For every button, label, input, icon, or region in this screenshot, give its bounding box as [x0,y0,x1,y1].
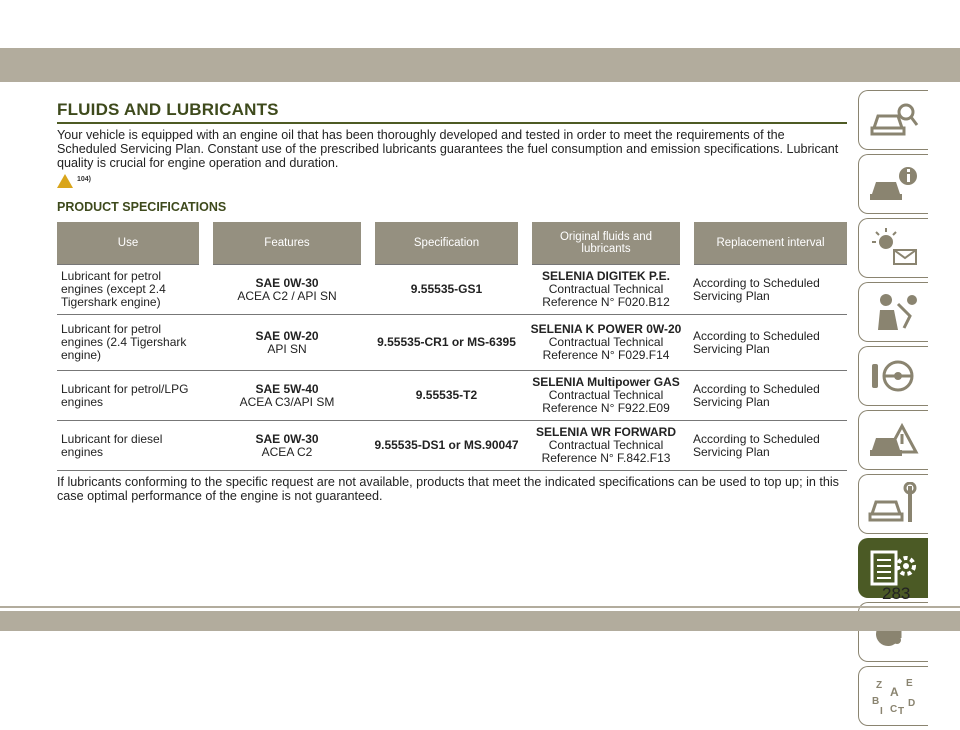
viscosity-grade: SAE 5W-40 [255,381,319,396]
product-reference: Contractual Technical Reference N° F029.F14 [542,335,670,362]
index-letter: Z [875,680,882,691]
tab-getting-to-know[interactable] [858,90,928,150]
warning-ref: 104) [77,176,92,183]
cell-features [206,371,368,421]
viscosity-grade: SAE 0W-30 [255,431,319,446]
cell-features [206,315,368,371]
col-header-specification: Specification [368,222,525,265]
product-reference: Contractual Technical Reference N° F922.E09 [542,388,670,415]
maintenance-icon [868,482,920,526]
viscosity-grade: SAE 0W-20 [255,328,319,343]
tab-safety[interactable] [858,282,928,342]
spec-code: 9.55535-T2 [415,388,478,402]
specs-table [57,222,847,471]
tab-emergency[interactable] [858,410,928,470]
section-subtitle: PRODUCT SPECIFICATIONS [57,200,227,214]
bottom-rule [0,606,960,608]
tab-index[interactable] [858,666,928,726]
table-row [57,315,847,371]
intro-text: Your vehicle is equipped with an engine oil that has been thoroughly developed and tested in order to meet the requirements of the Scheduled Servicing Plan. Constant use of the prescribed lubricants guarantees the fuel consumption and emission specifications. Lubricant quality is crucial for engine operation and duration. [57,128,839,170]
safety-icon [868,290,920,334]
tab-servicing[interactable] [858,474,928,534]
product-name: SELENIA Multipower GAS [532,375,680,389]
tab-starting-driving[interactable] [858,346,928,406]
car-search-icon [868,98,920,142]
spec-code: 9.55535-GS1 [410,282,483,296]
warning-note [57,172,847,192]
table-header-row [57,222,847,265]
product-name: SELENIA K POWER 0W-20 [530,322,682,336]
page-number: 283 [882,584,911,603]
cell-replacement: According to Scheduled Servicing Plan [687,371,847,421]
cell-original [525,315,687,371]
title-rule [57,122,847,124]
product-reference: Contractual Technical Reference N° F.842.F13 [541,438,671,465]
cell-replacement: According to Scheduled Servicing Plan [687,265,847,315]
index-letter: B [871,696,879,707]
cell-original [525,265,687,315]
table-row [57,265,847,315]
index-letter: A [889,685,899,699]
product-reference: Contractual Technical Reference N° F020.B12 [542,282,670,309]
warning-icon [57,174,73,188]
index-icon [868,674,920,718]
col-header-features: Features [206,222,368,265]
top-band [0,48,960,82]
index-letter: I [879,706,883,717]
tab-warning-lights[interactable] [858,218,928,278]
spec-code: 9.55535-DS1 or MS.90047 [374,438,519,452]
cell-use: Lubricant for petrol/LPG engines [57,371,206,421]
feature-spec: ACEA C2 / API SN [237,288,337,303]
warning-lights-icon [868,226,920,270]
cell-replacement: According to Scheduled Servicing Plan [687,315,847,371]
index-letter: C [889,704,897,715]
index-letter: T [897,706,904,717]
cell-specification [368,421,525,471]
cell-use: Lubricant for petrol engines (except 2.4 Tigershark engine) [57,265,206,315]
cell-specification [368,265,525,315]
tab-info[interactable] [858,154,928,214]
cell-specification [368,371,525,421]
cell-use: Lubricant for diesel engines [57,421,206,471]
cell-features [206,265,368,315]
product-name: SELENIA DIGITEK P.E. [541,269,671,283]
cell-replacement: According to Scheduled Servicing Plan [687,421,847,471]
table-row [57,421,847,471]
cell-specification [368,315,525,371]
col-header-original: Original fluids and lubricants [525,222,687,265]
starting-driving-icon [868,354,920,398]
index-letter: D [907,698,915,709]
page-content [57,100,847,503]
bottom-band [0,611,960,631]
table-row [57,371,847,421]
feature-spec: ACEA C3/API SM [239,394,335,409]
cell-original [525,371,687,421]
product-name: SELENIA WR FORWARD [536,425,676,439]
cell-original [525,421,687,471]
page-title: FLUIDS AND LUBRICANTS [57,100,279,119]
footnote-text: If lubricants conforming to the specific request are not available, products that meet the indicated specifications can be used to top up; in this case optimal performance of the engine is not guaranteed. [57,475,839,503]
cell-features [206,421,368,471]
feature-spec: ACEA C2 [261,444,313,459]
col-header-use: Use [57,222,206,265]
index-letter: E [905,678,913,689]
spec-code: 9.55535-CR1 or MS-6395 [377,335,516,349]
emergency-icon [868,418,920,462]
cell-use: Lubricant for petrol engines (2.4 Tigershark engine) [57,315,206,371]
chapter-tabs [858,90,928,730]
feature-spec: API SN [267,341,307,356]
col-header-replacement: Replacement interval [687,222,847,265]
viscosity-grade: SAE 0W-30 [255,275,319,290]
car-info-icon [868,162,920,206]
